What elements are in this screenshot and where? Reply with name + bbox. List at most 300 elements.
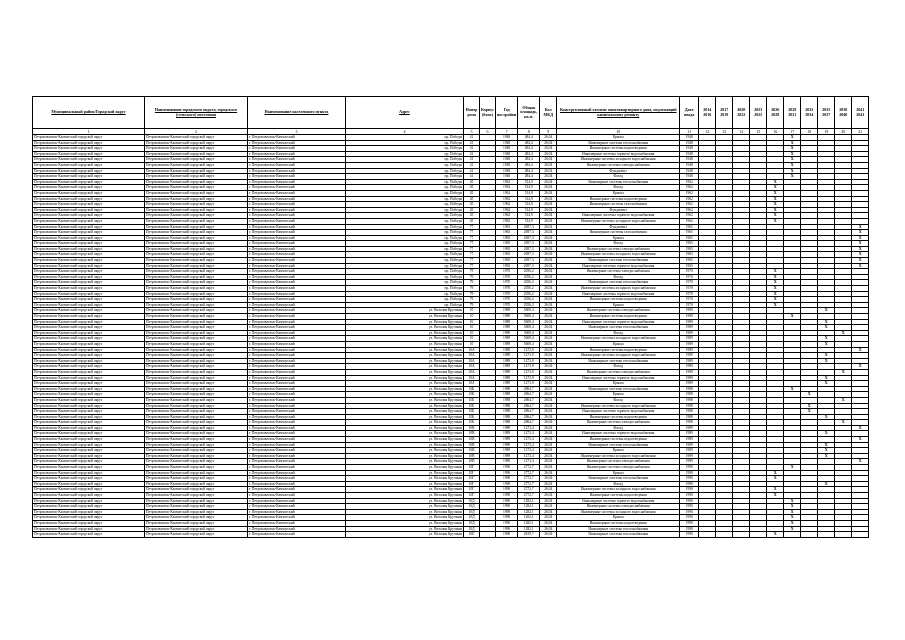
period-mark-cell: X xyxy=(784,157,801,163)
street-cell: пр. Победы xyxy=(346,274,464,280)
element-cell: Фасад xyxy=(557,425,680,431)
area-cell: 484,4 xyxy=(518,174,540,180)
house-number-cell: 10 xyxy=(464,308,480,314)
count-cell: 26,04 xyxy=(540,358,557,364)
street-cell: пр. Победы xyxy=(346,207,464,213)
settlement-cell: Петропавловск-Камчатский городской округ xyxy=(145,274,248,280)
settlement-cell: Петропавловск-Камчатский городской округ xyxy=(145,146,248,152)
settlement-cell: Петропавловск-Камчатский городской округ xyxy=(145,341,248,347)
column-header: Номер дома xyxy=(464,97,480,129)
locality-cell: г. Петропавловск-Камчатский xyxy=(248,168,346,174)
input-date-cell: 1962 xyxy=(680,185,699,191)
element-cell: Фасад xyxy=(557,330,680,336)
input-date-cell: 1970 xyxy=(680,280,699,286)
count-cell: 26,04 xyxy=(540,319,557,325)
settlement-cell: Петропавловск-Камчатский городской округ xyxy=(145,520,248,526)
input-date-cell: 1989 xyxy=(680,341,699,347)
element-cell: Инженерные системы водоотведения xyxy=(557,196,680,202)
district-cell: Петропавловск-Камчатский городской округ xyxy=(33,476,145,482)
house-number-cell: 10Б xyxy=(464,386,480,392)
period-mark-cell: X xyxy=(852,263,869,269)
count-cell: 26,04 xyxy=(540,258,557,264)
settlement-cell: Петропавловск-Камчатский городской округ xyxy=(145,230,248,236)
settlement-cell: Петропавловск-Камчатский городской округ xyxy=(145,302,248,308)
period-mark-cell: X xyxy=(784,168,801,174)
input-date-cell: 1990 xyxy=(680,526,699,532)
built-year-cell: 1989 xyxy=(496,319,518,325)
element-cell: Фасад xyxy=(557,364,680,370)
locality-cell: г. Петропавловск-Камчатский xyxy=(248,174,346,180)
count-cell: 26,04 xyxy=(540,476,557,482)
settlement-cell: Петропавловск-Камчатский городской округ xyxy=(145,202,248,208)
built-year-cell: 1990 xyxy=(496,520,518,526)
settlement-cell: Петропавловск-Камчатский городской округ xyxy=(145,498,248,504)
column-number: 15 xyxy=(750,129,767,135)
period-mark-cell: X xyxy=(801,392,818,398)
area-cell: 2864,7 xyxy=(518,397,540,403)
element-cell: Фундамент xyxy=(557,207,680,213)
element-cell: Инженерные системы электроснабжения xyxy=(557,504,680,510)
district-cell: Петропавловск-Камчатский городской округ xyxy=(33,336,145,342)
element-cell: Фасад xyxy=(557,274,680,280)
locality-cell: г. Петропавловск-Камчатский xyxy=(248,375,346,381)
street-cell: пр. Победы xyxy=(346,190,464,196)
input-date-cell: 1962 xyxy=(680,202,699,208)
locality-cell: г. Петропавловск-Камчатский xyxy=(248,224,346,230)
settlement-cell: Петропавловск-Камчатский городской округ xyxy=(145,470,248,476)
area-cell: 514,9 xyxy=(518,213,540,219)
built-year-cell: 1990 xyxy=(496,498,518,504)
built-year-cell: 1988 xyxy=(496,409,518,415)
settlement-cell: Петропавловск-Камчатский городской округ xyxy=(145,213,248,219)
input-date-cell: 1989 xyxy=(680,453,699,459)
column-header: 2038 2040 xyxy=(835,97,852,129)
district-cell: Петропавловск-Камчатский городской округ xyxy=(33,330,145,336)
house-number-cell: 10Г xyxy=(464,487,480,493)
input-date-cell: 1988 xyxy=(680,386,699,392)
locality-cell: г. Петропавловск-Камчатский xyxy=(248,476,346,482)
street-cell: ул. Виталия Кручины xyxy=(346,369,464,375)
built-year-cell: 1990 xyxy=(496,487,518,493)
period-mark-cell: X xyxy=(784,504,801,510)
street-cell: ул. Виталия Кручины xyxy=(346,442,464,448)
built-year-cell: 1962 xyxy=(496,185,518,191)
locality-cell: г. Петропавловск-Камчатский xyxy=(248,330,346,336)
input-date-cell: 1988 xyxy=(680,392,699,398)
column-header: 2020 2022 xyxy=(733,97,750,129)
house-number-cell: 41 xyxy=(464,157,480,163)
street-cell: пр. Победы xyxy=(346,280,464,286)
element-cell: Фундамент xyxy=(557,224,680,230)
house-number-cell: 10 xyxy=(464,330,480,336)
house-number-cell: 45 xyxy=(464,196,480,202)
house-number-cell: 41 xyxy=(464,174,480,180)
period-mark-cell: X xyxy=(818,353,835,359)
settlement-cell: Петропавловск-Камчатский городской округ xyxy=(145,487,248,493)
street-cell: пр. Победы xyxy=(346,224,464,230)
period-mark-cell: X xyxy=(767,218,784,224)
settlement-cell: Петропавловск-Камчатский городской округ xyxy=(145,207,248,213)
house-number-cell: 10В xyxy=(464,459,480,465)
district-cell: Петропавловск-Камчатский городской округ xyxy=(33,146,145,152)
locality-cell: г. Петропавловск-Камчатский xyxy=(248,162,346,168)
house-number-cell: 10В xyxy=(464,453,480,459)
built-year-cell: 1962 xyxy=(496,202,518,208)
area-cell: 2772,7 xyxy=(518,487,540,493)
column-number: 3 xyxy=(248,129,346,135)
house-number-cell: 10А xyxy=(464,369,480,375)
period-mark-cell: X xyxy=(784,520,801,526)
house-number-cell: 45 xyxy=(464,207,480,213)
house-number-cell: 10Б xyxy=(464,414,480,420)
area-cell: 2864,7 xyxy=(518,409,540,415)
house-number-cell: 10Д xyxy=(464,515,480,521)
settlement-cell: Петропавловск-Камчатский городской округ xyxy=(145,258,248,264)
street-cell: ул. Виталия Кручины xyxy=(346,470,464,476)
street-cell: пр. Победы xyxy=(346,241,464,247)
column-header: 2023 2025 xyxy=(750,97,767,129)
element-cell: Крыша xyxy=(557,302,680,308)
period-mark-cell: X xyxy=(767,179,784,185)
element-cell: Инженерные системы холодного водоснабжения xyxy=(557,403,680,409)
street-cell: ул. Виталия Кручины xyxy=(346,381,464,387)
built-year-cell: 1989 xyxy=(496,437,518,443)
input-date-cell: 1989 xyxy=(680,314,699,320)
district-cell: Петропавловск-Камчатский городской округ xyxy=(33,364,145,370)
element-cell: Инженерные системы холодного водоснабжения xyxy=(557,353,680,359)
area-cell: 1273,9 xyxy=(518,358,540,364)
element-cell: Инженерные системы водоотведения xyxy=(557,146,680,152)
period-mark-cell: X xyxy=(852,437,869,443)
count-cell: 26,04 xyxy=(540,369,557,375)
input-date-cell: 1965 xyxy=(680,235,699,241)
column-number: 5 xyxy=(464,129,480,135)
settlement-cell: Петропавловск-Камчатский городской округ xyxy=(145,381,248,387)
element-cell: Инженерные системы электроснабжения xyxy=(557,420,680,426)
element-cell: Инженерные системы теплоснабжения xyxy=(557,442,680,448)
count-cell: 26,04 xyxy=(540,162,557,168)
input-date-cell: 1962 xyxy=(680,218,699,224)
count-cell: 26,04 xyxy=(540,509,557,515)
area-cell: 484,4 xyxy=(518,157,540,163)
street-cell: ул. Виталия Кручины xyxy=(346,431,464,437)
area-cell: 2864,7 xyxy=(518,392,540,398)
street-cell: пр. Победы xyxy=(346,218,464,224)
count-cell: 26,04 xyxy=(540,347,557,353)
locality-cell: г. Петропавловск-Камчатский xyxy=(248,414,346,420)
area-cell: 2056,2 xyxy=(518,286,540,292)
table-row xyxy=(33,532,869,538)
built-year-cell: 1989 xyxy=(496,314,518,320)
built-year-cell: 1962 xyxy=(496,179,518,185)
period-mark-cell: X xyxy=(818,336,835,342)
district-cell: Петропавловск-Камчатский городской округ xyxy=(33,140,145,146)
locality-cell: г. Петропавловск-Камчатский xyxy=(248,409,346,415)
house-number-cell: 77 xyxy=(464,252,480,258)
element-cell: Крыша xyxy=(557,190,680,196)
element-cell: Инженерные системы электроснабжения xyxy=(557,162,680,168)
district-cell: Петропавловск-Камчатский городской округ xyxy=(33,297,145,303)
column-number: 20 xyxy=(835,129,852,135)
column-number: 2 xyxy=(145,129,248,135)
settlement-cell: Петропавловск-Камчатский городской округ xyxy=(145,235,248,241)
house-number-cell: 10А xyxy=(464,375,480,381)
period-mark-cell: X xyxy=(784,386,801,392)
element-cell: Инженерные системы теплоснабжения xyxy=(557,476,680,482)
district-cell: Петропавловск-Камчатский городской округ xyxy=(33,386,145,392)
count-cell: 26,04 xyxy=(540,437,557,443)
locality-cell: г. Петропавловск-Камчатский xyxy=(248,509,346,515)
count-cell: 26,04 xyxy=(540,140,557,146)
input-date-cell: 1990 xyxy=(680,476,699,482)
settlement-cell: Петропавловск-Камчатский городской округ xyxy=(145,386,248,392)
input-date-cell: 1990 xyxy=(680,504,699,510)
input-date-cell: 1988 xyxy=(680,403,699,409)
house-number-cell: 41 xyxy=(464,162,480,168)
street-cell: пр. Победы xyxy=(346,286,464,292)
settlement-cell: Петропавловск-Камчатский городской округ xyxy=(145,135,248,141)
house-number-cell: 79 xyxy=(464,286,480,292)
built-year-cell: 1948 xyxy=(496,135,518,141)
house-number-cell: 45 xyxy=(464,179,480,185)
locality-cell: г. Петропавловск-Камчатский xyxy=(248,146,346,152)
period-mark-cell: X xyxy=(852,235,869,241)
settlement-cell: Петропавловск-Камчатский городской округ xyxy=(145,174,248,180)
settlement-cell: Петропавловск-Камчатский городской округ xyxy=(145,459,248,465)
count-cell: 26,04 xyxy=(540,375,557,381)
street-cell: пр. Победы xyxy=(346,135,464,141)
area-cell: 1273,4 xyxy=(518,425,540,431)
count-cell: 26,04 xyxy=(540,341,557,347)
element-cell: Инженерные системы электроснабжения xyxy=(557,308,680,314)
element-cell: Инженерные системы электроснабжения xyxy=(557,465,680,471)
locality-cell: г. Петропавловск-Камчатский xyxy=(248,218,346,224)
period-mark-cell: X xyxy=(784,498,801,504)
area-cell: 2819,7 xyxy=(518,532,540,538)
built-year-cell: 1948 xyxy=(496,140,518,146)
settlement-cell: Петропавловск-Камчатский городской округ xyxy=(145,263,248,269)
column-number: 13 xyxy=(716,129,733,135)
settlement-cell: Петропавловск-Камчатский городской округ xyxy=(145,476,248,482)
element-cell: Инженерные системы горячего водоснабжения xyxy=(557,319,680,325)
house-number-cell: 41 xyxy=(464,135,480,141)
period-mark-cell: X xyxy=(852,246,869,252)
input-date-cell: 1990 xyxy=(680,481,699,487)
house-number-cell: 79 xyxy=(464,269,480,275)
input-date-cell: 1990 xyxy=(680,487,699,493)
built-year-cell: 1965 xyxy=(496,252,518,258)
locality-cell: г. Петропавловск-Камчатский xyxy=(248,151,346,157)
area-cell: 1273,9 xyxy=(518,381,540,387)
count-cell: 26,04 xyxy=(540,218,557,224)
house-number-cell: 77 xyxy=(464,241,480,247)
district-cell: Петропавловск-Камчатский городской округ xyxy=(33,425,145,431)
built-year-cell: 1988 xyxy=(496,392,518,398)
settlement-cell: Петропавловск-Камчатский городской округ xyxy=(145,269,248,275)
area-cell: 1273,4 xyxy=(518,437,540,443)
locality-cell: г. Петропавловск-Камчатский xyxy=(248,347,346,353)
input-date-cell: 1989 xyxy=(680,325,699,331)
settlement-cell: Петропавловск-Камчатский городской округ xyxy=(145,196,248,202)
area-cell: 2056,2 xyxy=(518,269,540,275)
street-cell: ул. Виталия Кручины xyxy=(346,465,464,471)
street-cell: ул. Виталия Кручины xyxy=(346,353,464,359)
district-cell: Петропавловск-Камчатский городской округ xyxy=(33,269,145,275)
input-date-cell: 1970 xyxy=(680,291,699,297)
period-mark-cell: X xyxy=(784,174,801,180)
street-cell: пр. Победы xyxy=(346,185,464,191)
column-number: 7 xyxy=(496,129,518,135)
built-year-cell: 1988 xyxy=(496,414,518,420)
header-row xyxy=(33,97,869,129)
period-mark-cell: X xyxy=(852,459,869,465)
locality-cell: г. Петропавловск-Камчатский xyxy=(248,442,346,448)
locality-cell: г. Петропавловск-Камчатский xyxy=(248,403,346,409)
area-cell: 2864,7 xyxy=(518,420,540,426)
column-header: Кол МКД xyxy=(540,97,557,129)
district-cell: Петропавловск-Камчатский городской округ xyxy=(33,207,145,213)
period-mark-cell: X xyxy=(784,151,801,157)
house-number-cell: 10Д xyxy=(464,504,480,510)
built-year-cell: 1989 xyxy=(496,358,518,364)
house-number-cell: 79 xyxy=(464,297,480,303)
settlement-cell: Петропавловск-Камчатский городской округ xyxy=(145,246,248,252)
house-number-cell: 10Д xyxy=(464,509,480,515)
built-year-cell: 1965 xyxy=(496,230,518,236)
built-year-cell: 1948 xyxy=(496,146,518,152)
count-cell: 26,04 xyxy=(540,465,557,471)
locality-cell: г. Петропавловск-Камчатский xyxy=(248,302,346,308)
column-number: 19 xyxy=(818,129,835,135)
count-cell: 26,04 xyxy=(540,286,557,292)
locality-cell: г. Петропавловск-Камчатский xyxy=(248,241,346,247)
element-cell: Инженерные системы горячего водоснабжения xyxy=(557,431,680,437)
area-cell: 2864,7 xyxy=(518,403,540,409)
period-mark-cell: X xyxy=(767,207,784,213)
area-cell: 2697,3 xyxy=(518,235,540,241)
settlement-cell: Петропавловск-Камчатский городской округ xyxy=(145,369,248,375)
house-number-cell: 10Д xyxy=(464,526,480,532)
locality-cell: г. Петропавловск-Камчатский xyxy=(248,140,346,146)
period-mark-cell: X xyxy=(767,196,784,202)
locality-cell: г. Петропавловск-Камчатский xyxy=(248,213,346,219)
locality-cell: г. Петропавловск-Камчатский xyxy=(248,381,346,387)
locality-cell: г. Петропавловск-Камчатский xyxy=(248,246,346,252)
settlement-cell: Петропавловск-Камчатский городской округ xyxy=(145,420,248,426)
count-cell: 26,04 xyxy=(540,381,557,387)
street-cell: пр. Победы xyxy=(346,174,464,180)
street-cell: пр. Победы xyxy=(346,202,464,208)
built-year-cell: 1989 xyxy=(496,353,518,359)
settlement-cell: Петропавловск-Камчатский городской округ xyxy=(145,437,248,443)
count-cell: 26,04 xyxy=(540,179,557,185)
input-date-cell: 1989 xyxy=(680,381,699,387)
element-cell: Инженерные системы холодного водоснабжения xyxy=(557,252,680,258)
settlement-cell: Петропавловск-Камчатский городской округ xyxy=(145,353,248,359)
street-cell: пр. Победы xyxy=(346,179,464,185)
element-cell: Инженерные системы горячего водоснабжения xyxy=(557,291,680,297)
street-cell: пр. Победы xyxy=(346,269,464,275)
locality-cell: г. Петропавловск-Камчатский xyxy=(248,341,346,347)
locality-cell: г. Петропавловск-Камчатский xyxy=(248,420,346,426)
built-year-cell: 1990 xyxy=(496,493,518,499)
locality-cell: г. Петропавловск-Камчатский xyxy=(248,308,346,314)
street-cell: ул. Виталия Кручины xyxy=(346,476,464,482)
period-mark-cell: X xyxy=(852,347,869,353)
period-mark-cell xyxy=(750,532,767,538)
locality-cell: г. Петропавловск-Камчатский xyxy=(248,493,346,499)
district-cell: Петропавловск-Камчатский городской округ xyxy=(33,224,145,230)
area-cell: 5608,4 xyxy=(518,319,540,325)
district-cell: Петропавловск-Камчатский городской округ xyxy=(33,403,145,409)
period-mark-cell: X xyxy=(852,224,869,230)
period-mark-cell: X xyxy=(767,269,784,275)
street-cell: пр. Победы xyxy=(346,140,464,146)
period-mark-cell: X xyxy=(818,448,835,454)
count-cell: 26,04 xyxy=(540,235,557,241)
input-date-cell: 1988 xyxy=(680,420,699,426)
built-year-cell: 1989 xyxy=(496,453,518,459)
period-mark-cell: X xyxy=(818,319,835,325)
area-cell: 2697,3 xyxy=(518,224,540,230)
house-number-cell: 79 xyxy=(464,280,480,286)
house-number-cell: 10Е xyxy=(464,532,480,538)
period-mark-cell: X xyxy=(767,297,784,303)
input-date-cell: 1989 xyxy=(680,437,699,443)
count-cell: 26,04 xyxy=(540,448,557,454)
count-cell: 26,04 xyxy=(540,487,557,493)
built-year-cell: 1948 xyxy=(496,151,518,157)
district-cell: Петропавловск-Камчатский городской округ xyxy=(33,168,145,174)
district-cell: Петропавловск-Камчатский городской округ xyxy=(33,369,145,375)
element-cell: Инженерные системы горячего водоснабжения xyxy=(557,409,680,415)
column-number: 18 xyxy=(801,129,818,135)
locality-cell: г. Петропавловск-Камчатский xyxy=(248,481,346,487)
count-cell: 26,04 xyxy=(540,207,557,213)
area-cell: 2697,3 xyxy=(518,230,540,236)
district-cell: Петропавловск-Камчатский городской округ xyxy=(33,459,145,465)
house-number-cell: 77 xyxy=(464,258,480,264)
house-number-cell: 10Б xyxy=(464,397,480,403)
district-cell: Петропавловск-Камчатский городской округ xyxy=(33,246,145,252)
column-header: Общая площадь, кв.м. xyxy=(518,97,540,129)
settlement-cell: Петропавловск-Камчатский городской округ xyxy=(145,397,248,403)
settlement-cell: Петропавловск-Камчатский городской округ xyxy=(145,190,248,196)
column-header: Конструктивный элемент многоквартирного дома, подлежащий капитальному ремонту xyxy=(557,97,680,129)
period-mark-cell xyxy=(716,532,733,538)
street-cell: ул. Виталия Кручины xyxy=(346,308,464,314)
built-year-cell: 1989 xyxy=(496,381,518,387)
input-date-cell: 1962 xyxy=(680,207,699,213)
count-cell: 26,04 xyxy=(540,157,557,163)
locality-cell: г. Петропавловск-Камчатский xyxy=(248,386,346,392)
house-number-cell: 77 xyxy=(464,246,480,252)
element-cell: Крыша xyxy=(557,135,680,141)
settlement-cell: Петропавловск-Камчатский городской округ xyxy=(145,375,248,381)
built-year-cell: 1965 xyxy=(496,241,518,247)
area-cell: 2056,2 xyxy=(518,280,540,286)
built-year-cell: 1948 xyxy=(496,162,518,168)
count-cell: 26,04 xyxy=(540,532,557,538)
settlement-cell: Петропавловск-Камчатский городской округ xyxy=(145,151,248,157)
settlement-cell: Петропавловск-Камчатский городской округ xyxy=(145,465,248,471)
locality-cell: г. Петропавловск-Камчатский xyxy=(248,286,346,292)
input-date-cell: 1990 xyxy=(680,470,699,476)
area-cell: 2056,2 xyxy=(518,297,540,303)
locality-cell: г. Петропавловск-Камчатский xyxy=(248,358,346,364)
count-cell: 26,04 xyxy=(540,291,557,297)
area-cell: 1273,9 xyxy=(518,347,540,353)
